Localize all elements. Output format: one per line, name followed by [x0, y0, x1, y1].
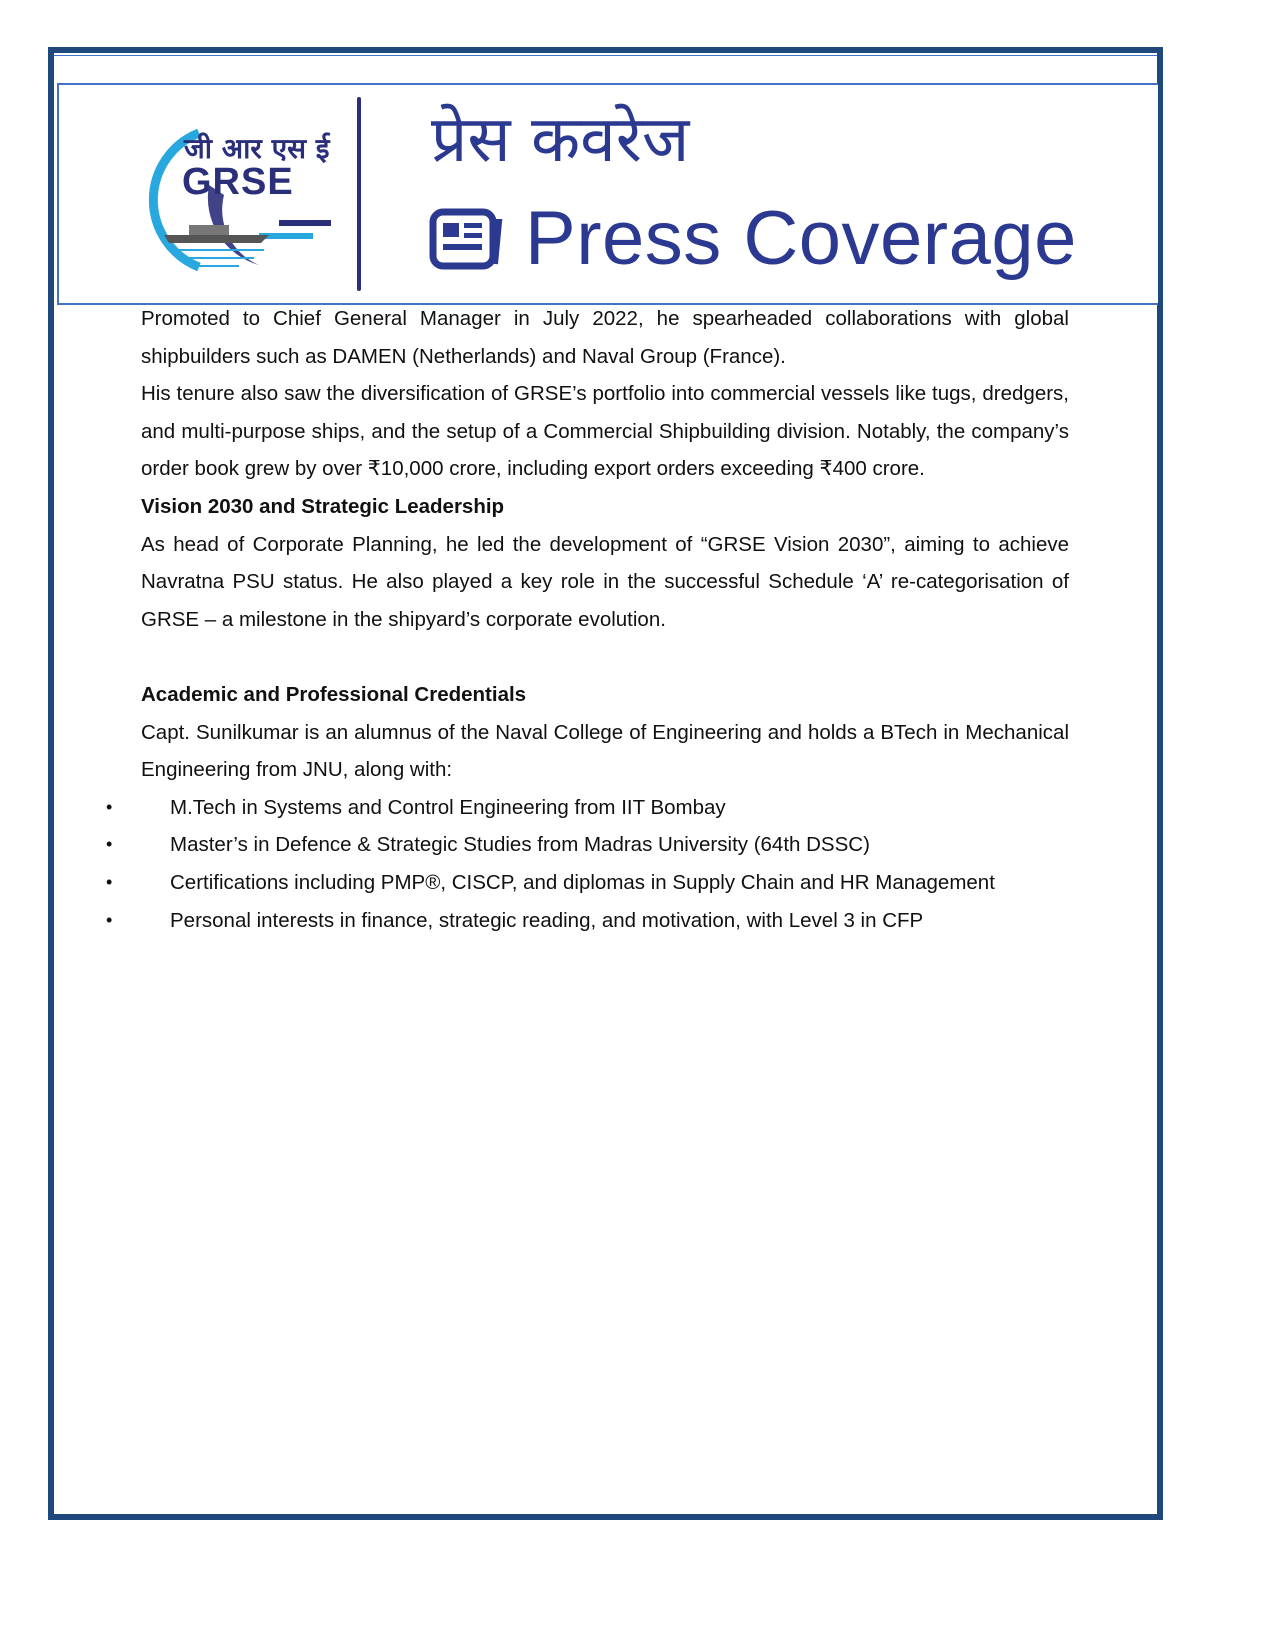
paragraph: His tenure also saw the diversification of GRSE’s portfolio into commercial vessels like tugs, dredgers, and multi-purpose ships, and the setup of a Commercial Shipbuilding division. Notably, the company’s order book grew by over ₹10,000 crore, including export orders exceeding ₹400 crore.: [141, 382, 1069, 481]
title-english: [429, 195, 1077, 282]
title-hindi: प्रेस कवरेज: [431, 103, 690, 177]
credentials-list: [106, 789, 1069, 939]
list-item: • M.Tech in Systems and Control Engineering from IIT Bombay: [141, 789, 1069, 827]
press-coverage-header: [57, 83, 1158, 305]
border-line: [54, 55, 1157, 56]
bullet-icon: •: [106, 871, 113, 892]
section-heading: Academic and Professional Credentials: [141, 682, 527, 706]
newspaper-icon: [429, 208, 503, 270]
list-item: • Master’s in Defence & Strategic Studies from Madras University (64th DSSC): [141, 826, 1069, 864]
paragraph: Capt. Sunilkumar is an alumnus of the Naval College of Engineering and holds a BTech in Mechanical Engineering from JNU, along with:: [141, 720, 1069, 782]
paragraph: Promoted to Chief General Manager in July 2022, he spearheaded collaborations with global shipbuilders such as DAMEN (Netherlands) and Naval Group (France).: [141, 307, 1069, 368]
bullet-icon: •: [106, 909, 113, 930]
logo-hindi-text: जी आर एस ई: [184, 132, 330, 165]
paragraph: As head of Corporate Planning, he led the development of “GRSE Vision 2030”, aiming to achieve Navratna PSU status. He also played a key role in the successful Schedule ‘A’ re-categorisation of GRSE – a milestone in the shipyard’s corporate evolution.: [141, 532, 1069, 631]
article-body: [106, 300, 1069, 939]
section-heading: Vision 2030 and Strategic Leadership: [141, 494, 505, 518]
list-item: • Personal interests in finance, strategic reading, and motivation, with Level 3 in CFP: [141, 902, 1069, 940]
bullet-icon: •: [106, 796, 113, 817]
logo-text: GRSE: [182, 161, 294, 203]
list-item: • Certifications including PMP®, CISCP, and diplomas in Supply Chain and HR Management: [141, 864, 1069, 902]
bullet-icon: •: [106, 834, 113, 855]
header-divider: [357, 97, 361, 291]
title-english-text: Press Coverage: [525, 196, 1077, 281]
